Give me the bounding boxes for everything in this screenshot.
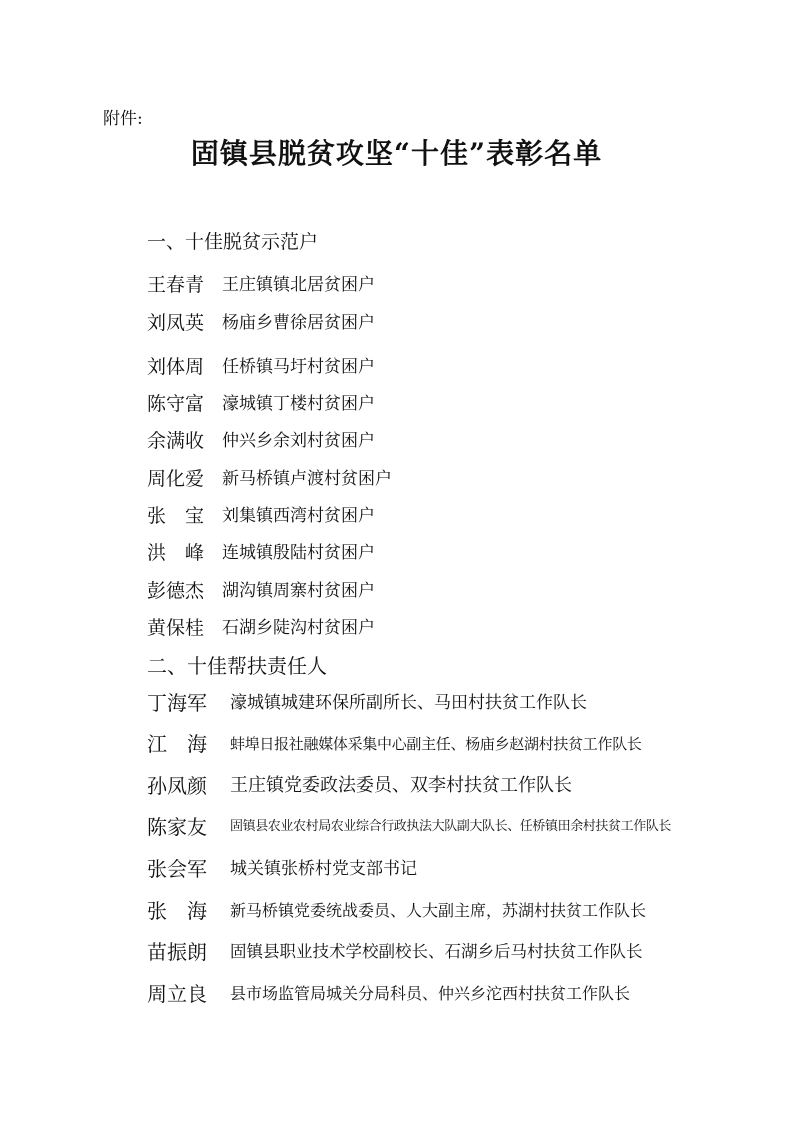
awardee-name: 陈家友 xyxy=(147,815,207,839)
list-item xyxy=(147,689,587,717)
list-item xyxy=(147,465,392,493)
list-item xyxy=(147,577,375,605)
list-item xyxy=(147,897,646,925)
awardee-description: 仲兴乡余刘村贫困户 xyxy=(222,431,375,451)
list-item xyxy=(147,353,375,381)
awardee-description: 任桥镇马圩村贫困户 xyxy=(222,357,375,377)
awardee-name: 江 海 xyxy=(147,732,207,756)
awardee-name: 陈守富 xyxy=(147,393,205,415)
awardee-name: 周化爱 xyxy=(147,468,205,490)
awardee-description: 石湖乡陡沟村贫困户 xyxy=(222,618,375,638)
list-item xyxy=(147,855,417,883)
awardee-description: 王庄镇党委政法委员、双李村扶贫工作队长 xyxy=(230,775,572,796)
awardee-description: 濠城镇城建环保所副所长、马田村扶贫工作队长 xyxy=(230,693,587,713)
awardee-description: 城关镇张桥村党支部书记 xyxy=(230,859,417,879)
awardee-name: 张会军 xyxy=(147,857,207,881)
awardee-name: 余满收 xyxy=(147,430,205,452)
awardee-description: 杨庙乡曹徐居贫困户 xyxy=(222,313,375,333)
list-item xyxy=(147,390,375,418)
list-item xyxy=(147,502,375,530)
awardee-description: 刘集镇西湾村贫困户 xyxy=(222,506,375,526)
awardee-name: 刘体周 xyxy=(147,356,205,378)
awardee-name: 周立良 xyxy=(147,982,207,1006)
awardee-description: 新马桥镇党委统战委员、人大副主席，苏湖村扶贫工作队长 xyxy=(230,901,647,920)
awardee-description: 湖沟镇周寨村贫困户 xyxy=(222,581,375,601)
list-item xyxy=(147,427,375,455)
list-item xyxy=(147,980,630,1008)
awardee-description: 固镇县农业农村局农业综合行政执法大队副大队长、任桥镇田余村扶贫工作队长 xyxy=(230,819,672,834)
awardee-description: 新马桥镇卢渡村贫困户 xyxy=(222,469,392,489)
awardee-name: 洪 峰 xyxy=(147,542,205,564)
document-title: 固镇县脱贫攻坚“十佳”表彰名单 xyxy=(190,137,603,170)
attachment-label: 附件: xyxy=(103,109,143,129)
list-item xyxy=(147,539,375,567)
awardee-name: 王春青 xyxy=(147,274,205,296)
awardee-name: 黄保桂 xyxy=(147,617,205,639)
awardee-name: 苗振朗 xyxy=(147,940,207,964)
list-item xyxy=(147,772,572,800)
list-item xyxy=(147,614,375,642)
awardee-description: 蚌埠日报社融媒体采集中心副主任、杨庙乡赵湖村扶贫工作队长 xyxy=(230,735,642,753)
awardee-name: 张 宝 xyxy=(147,505,205,527)
list-item xyxy=(147,813,671,841)
awardee-description: 濠城镇丁楼村贫困户 xyxy=(222,394,375,414)
awardee-name: 丁海军 xyxy=(147,691,207,715)
awardee-name: 刘凤英 xyxy=(147,312,205,334)
awardee-description: 固镇县职业技术学校副校长、石湖乡后马村扶贫工作队长 xyxy=(230,942,643,961)
awardee-name: 孙凤颜 xyxy=(147,774,207,798)
awardee-description: 县市场监管局城关分局科员、仲兴乡沱西村扶贫工作队长 xyxy=(230,984,631,1003)
awardee-description: 王庄镇镇北居贫困户 xyxy=(222,275,375,295)
list-item xyxy=(147,309,375,337)
section-heading-1: 一、十佳脱贫示范户 xyxy=(147,231,319,253)
list-item xyxy=(147,730,642,758)
list-item xyxy=(147,271,375,299)
awardee-description: 连城镇殷陆村贫困户 xyxy=(222,543,375,563)
list-item xyxy=(147,938,643,966)
awardee-name: 张 海 xyxy=(147,899,207,923)
awardee-name: 彭德杰 xyxy=(147,580,205,602)
section-heading-2: 二、十佳帮扶责任人 xyxy=(147,654,327,678)
